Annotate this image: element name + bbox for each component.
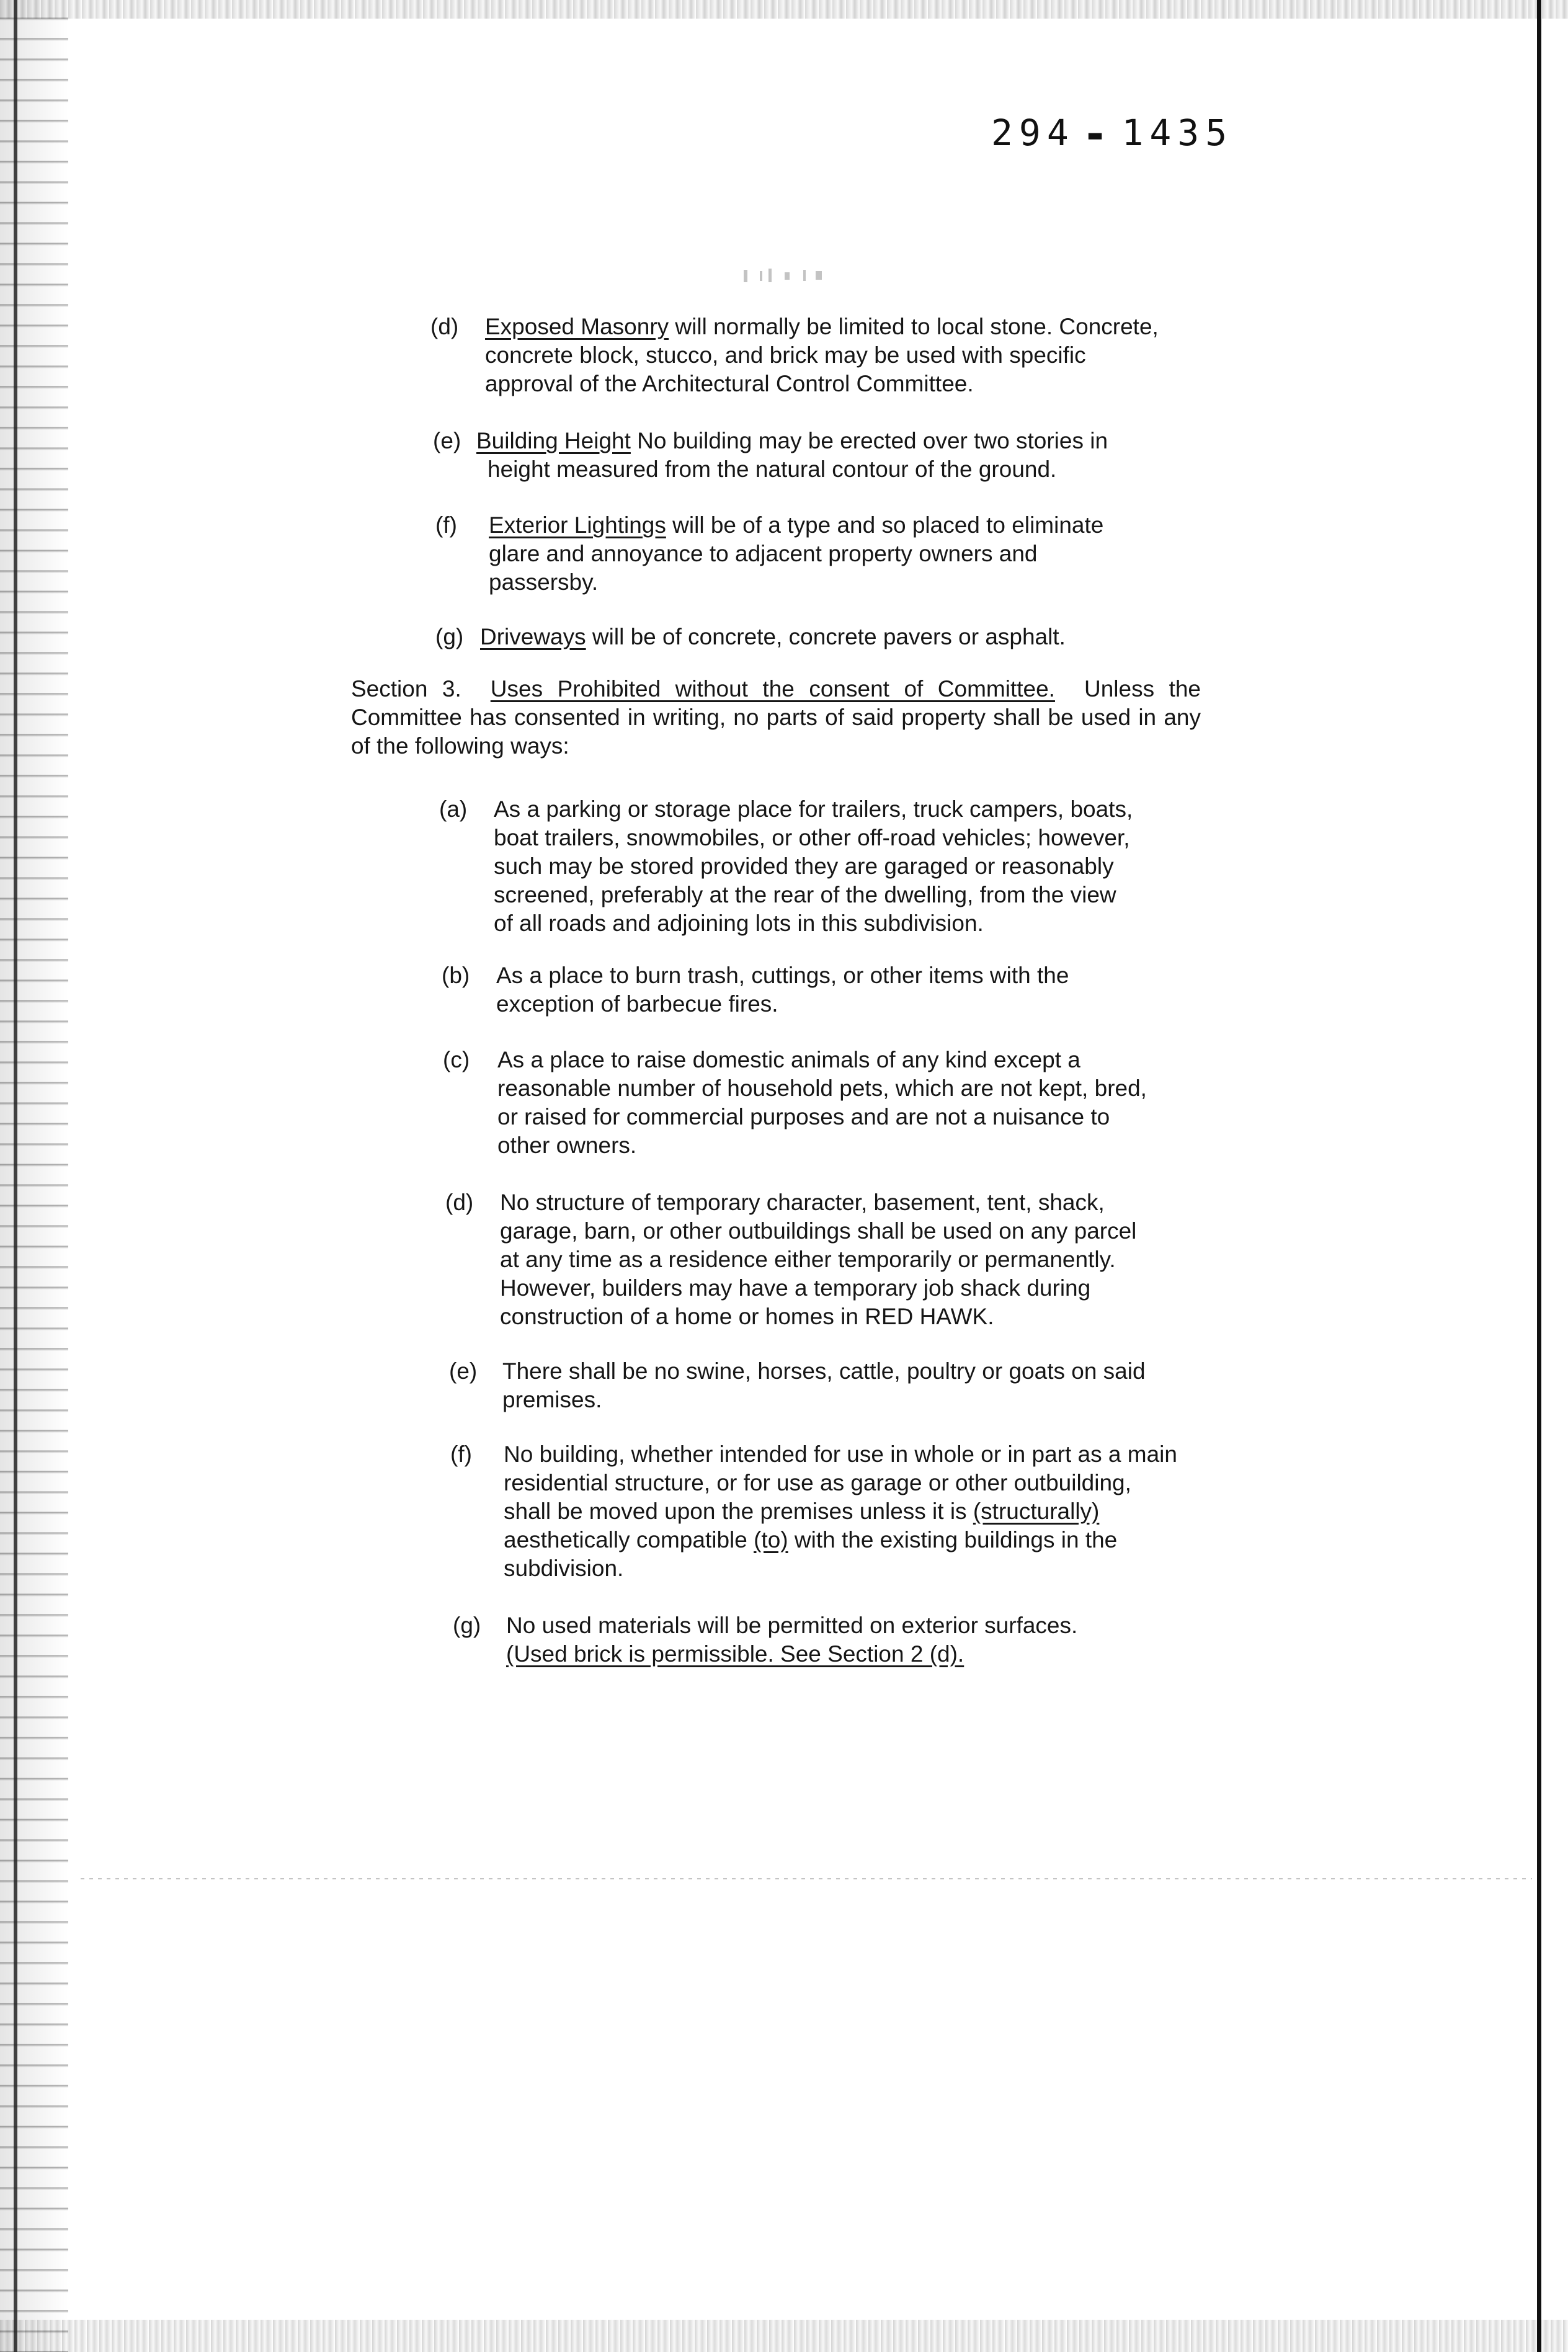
item-underlined-line: (Used brick is permissible. See Section 2 (d). — [506, 1641, 964, 1667]
item-label: (g) — [435, 624, 464, 649]
item-label: (f) — [435, 512, 457, 538]
item-label: (c) — [443, 1047, 470, 1072]
item-line: approval of the Architectural Control Committee. — [485, 371, 974, 396]
item-line: passersby. — [489, 569, 599, 595]
item-line: There shall be no swine, horses, cattle, poultry or goats on said — [502, 1358, 1146, 1384]
item-line: such may be stored provided they are garaged or reasonably — [494, 853, 1114, 879]
faint-stamp-mark — [741, 264, 840, 288]
item-line: exception of barbecue fires. — [496, 991, 778, 1017]
item-line-text: aesthetically compatible — [504, 1527, 754, 1552]
scan-edge-right — [1537, 0, 1541, 2352]
item-line: As a parking or storage place for trailers, truck campers, boats, — [494, 796, 1133, 822]
item-line: No building, whether intended for use in whole or in part as a main — [504, 1441, 1177, 1467]
struck-insert-to: (to) — [754, 1527, 788, 1552]
section3-heading-paragraph — [351, 675, 1201, 760]
section3-intro: Unless the Committee has consented in writing, no parts of said property shall be used in any of the following ways: — [351, 676, 1201, 759]
struck-insert-structurally: (structurally) — [973, 1499, 1100, 1524]
item-line: residential structure, or for use as garage or other outbuilding, — [504, 1470, 1131, 1495]
item-label: (g) — [453, 1613, 481, 1638]
item-text: No building may be erected over two stories in — [630, 428, 1108, 453]
item-label: (d) — [430, 314, 459, 339]
item-line-text: shall be moved upon the premises unless it is — [504, 1499, 973, 1524]
item-title: Exposed Masonry — [485, 314, 669, 339]
scan-edge-left — [0, 0, 68, 2352]
item-line: reasonable number of household pets, which are not kept, bred, — [497, 1076, 1147, 1101]
item-label: (f) — [450, 1441, 472, 1467]
item-line: at any time as a residence either temporarily or permanently. — [500, 1247, 1116, 1272]
item-line: However, builders may have a temporary job shack during — [500, 1275, 1091, 1301]
item-line: glare and annoyance to adjacent property owners and — [489, 541, 1038, 566]
item-line: of all roads and adjoining lots in this subdivision. — [494, 911, 984, 936]
item-line: premises. — [502, 1387, 602, 1412]
item-text: will be of concrete, concrete pavers or asphalt. — [586, 624, 1066, 649]
item-line: height measured from the natural contour of the ground. — [488, 457, 1057, 482]
item-title: Exterior Lightings — [489, 512, 666, 538]
item-label: (e) — [433, 428, 461, 453]
item-label: (a) — [439, 796, 468, 822]
item-line: As a place to raise domestic animals of any kind except a — [497, 1047, 1080, 1072]
item-line: concrete block, stucco, and brick may be used with specific — [485, 342, 1086, 368]
scan-edge-top — [0, 0, 1568, 19]
item-title: Building Height — [476, 428, 631, 453]
item-line: No structure of temporary character, basement, tent, shack, — [500, 1190, 1105, 1215]
scan-fold-line — [81, 1878, 1532, 1879]
item-text: will be of a type and so placed to eliminate — [666, 512, 1104, 538]
item-line: construction of a home or homes in RED HAWK. — [500, 1304, 994, 1329]
item-line: boat trailers, snowmobiles, or other off-road vehicles; however, — [494, 825, 1130, 850]
item-label: (d) — [445, 1190, 474, 1215]
item-line: other owners. — [497, 1133, 637, 1158]
item-label: (b) — [442, 963, 470, 988]
reference-number-left: 294 — [991, 112, 1075, 154]
section3-prefix: Section 3. — [351, 676, 461, 702]
scan-binding-line — [14, 0, 17, 2352]
scan-edge-bottom — [0, 2320, 1568, 2352]
item-line: garage, barn, or other outbuildings shall be used on any parcel — [500, 1218, 1137, 1244]
item-text: will normally be limited to local stone. Concrete, — [669, 314, 1159, 339]
reference-number-right: 1435 — [1121, 112, 1234, 154]
section3-title: Uses Prohibited without the consent of Committee. — [490, 676, 1055, 702]
reference-number — [991, 112, 1233, 154]
item-line: subdivision. — [504, 1556, 624, 1581]
item-line: As a place to burn trash, cuttings, or other items with the — [496, 963, 1069, 988]
item-line: or raised for commercial purposes and are not a nuisance to — [497, 1104, 1110, 1129]
item-line: No used materials will be permitted on exterior surfaces. — [506, 1613, 1078, 1638]
item-label: (e) — [449, 1358, 478, 1384]
item-line-text: with the existing buildings in the — [788, 1527, 1118, 1552]
item-title: Driveways — [480, 624, 586, 649]
item-line: screened, preferably at the rear of the dwelling, from the view — [494, 882, 1116, 907]
reference-separator-icon: ▬ — [1088, 122, 1108, 148]
